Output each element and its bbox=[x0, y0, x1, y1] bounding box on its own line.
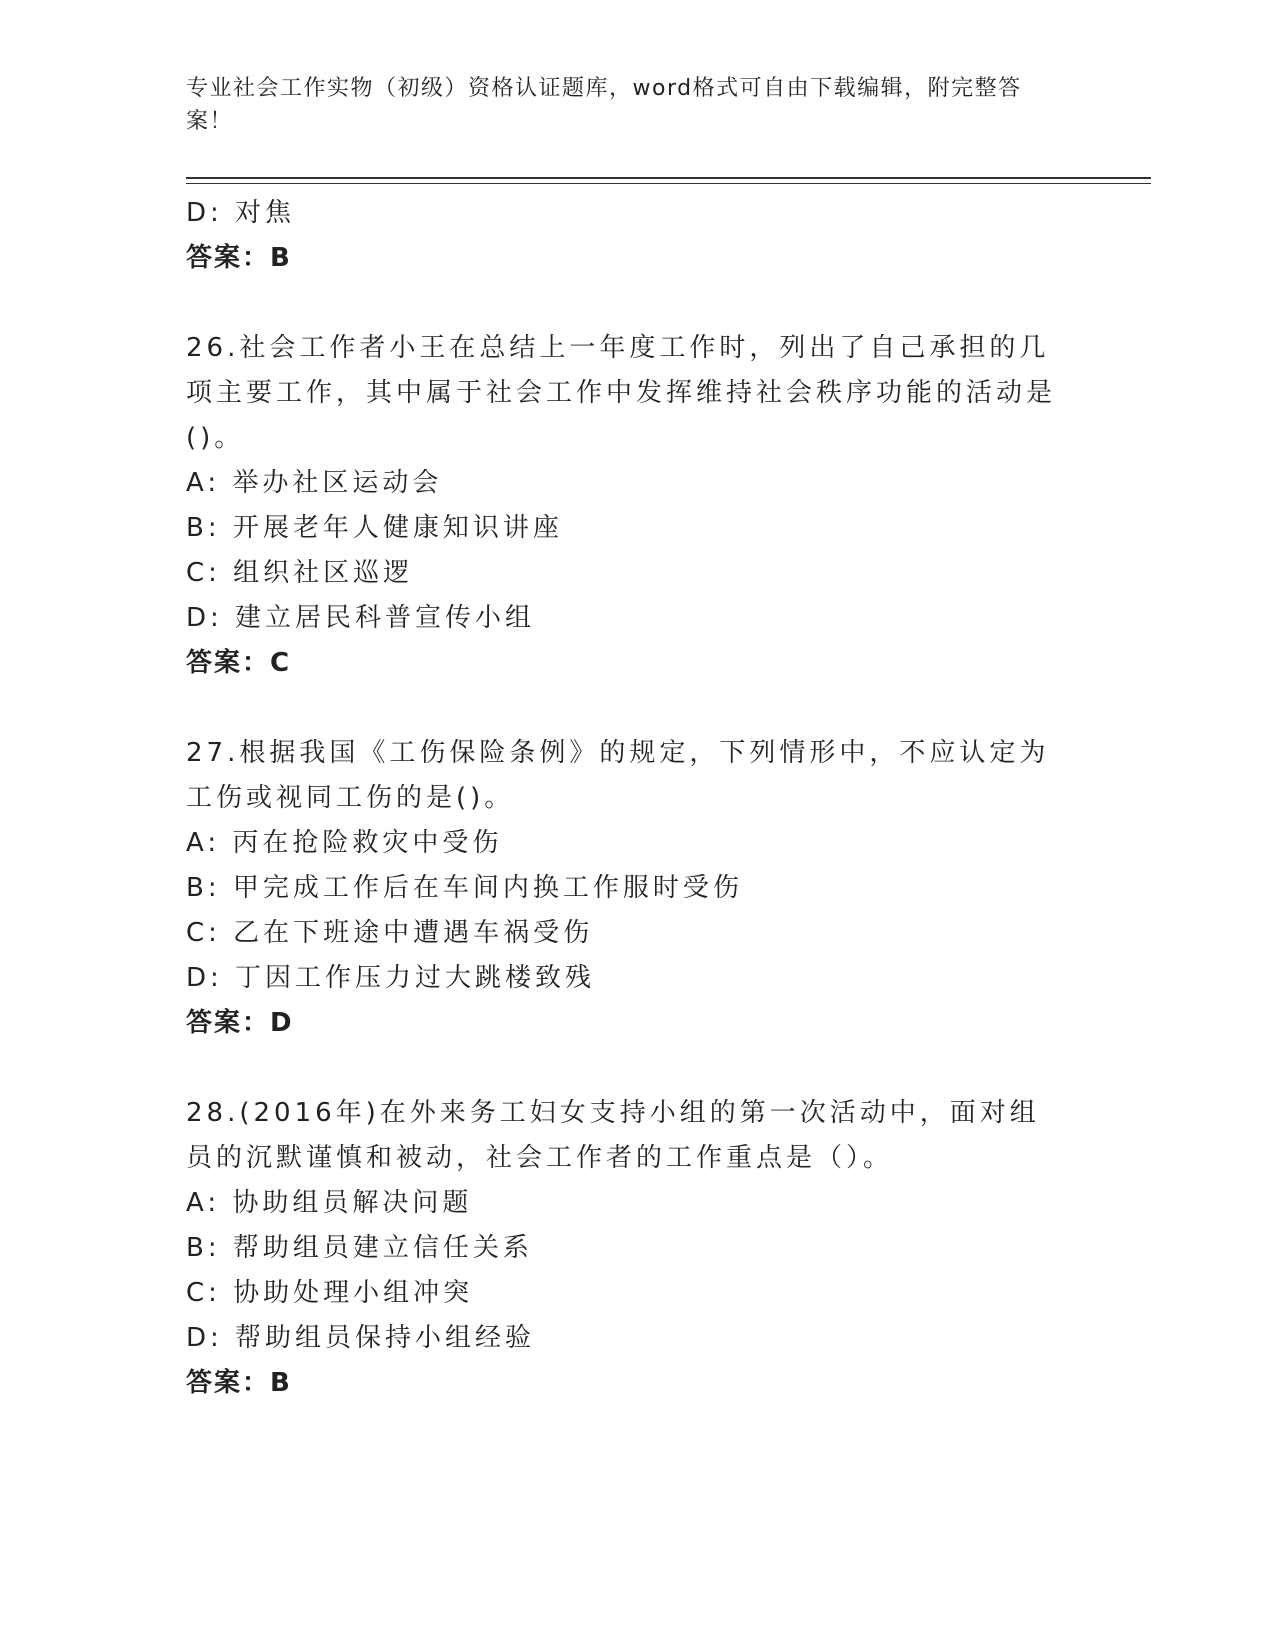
option-c: C: 协助处理小组冲突 bbox=[186, 1278, 474, 1308]
option-a: A: 丙在抢险救灾中受伤 bbox=[186, 828, 503, 858]
header-divider-thin bbox=[186, 183, 1151, 184]
answer: 答案：C bbox=[186, 648, 292, 678]
option-d: D: 帮助组员保持小组经验 bbox=[186, 1323, 536, 1353]
question-27 bbox=[186, 731, 1086, 1046]
question-26 bbox=[186, 326, 1086, 686]
option-d: D: 建立居民科普宣传小组 bbox=[186, 603, 536, 633]
answer: 答案：D bbox=[186, 1008, 294, 1038]
carryover-option-d: D: 对焦 bbox=[186, 198, 296, 228]
option-d: D: 丁因工作压力过大跳楼致残 bbox=[186, 963, 596, 993]
option-c: C: 乙在下班途中遭遇车祸受伤 bbox=[186, 918, 594, 948]
question-text: 27.根据我国《工伤保险条例》的规定，下列情形中，不应认定为工伤或视同工伤的是()。 bbox=[186, 738, 1050, 813]
option-b: B: 开展老年人健康知识讲座 bbox=[186, 513, 563, 543]
option-b: B: 甲完成工作后在车间内换工作服时受伤 bbox=[186, 873, 743, 903]
page-header: 专业社会工作实物（初级）资格认证题库，word格式可自由下载编辑，附完整答案！ bbox=[186, 76, 1022, 134]
answer: 答案：B bbox=[186, 1368, 292, 1398]
option-c: C: 组织社区巡逻 bbox=[186, 558, 414, 588]
question-text: 26.社会工作者小王在总结上一年度工作时，列出了自己承担的几项主要工作，其中属于社会工作中发挥维持社会秩序功能的活动是()。 bbox=[186, 333, 1057, 453]
question-content bbox=[186, 191, 1086, 1406]
option-b: B: 帮助组员建立信任关系 bbox=[186, 1233, 533, 1263]
option-a: A: 协助组员解决问题 bbox=[186, 1188, 473, 1218]
option-a: A: 举办社区运动会 bbox=[186, 468, 443, 498]
question-28 bbox=[186, 1091, 1086, 1406]
header-divider bbox=[186, 177, 1151, 179]
carryover-answer: 答案：B bbox=[186, 243, 292, 273]
question-text: 28.(2016年)在外来务工妇女支持小组的第一次活动中，面对组员的沉默谨慎和被动，社会工作者的工作重点是（）。 bbox=[186, 1098, 1040, 1173]
